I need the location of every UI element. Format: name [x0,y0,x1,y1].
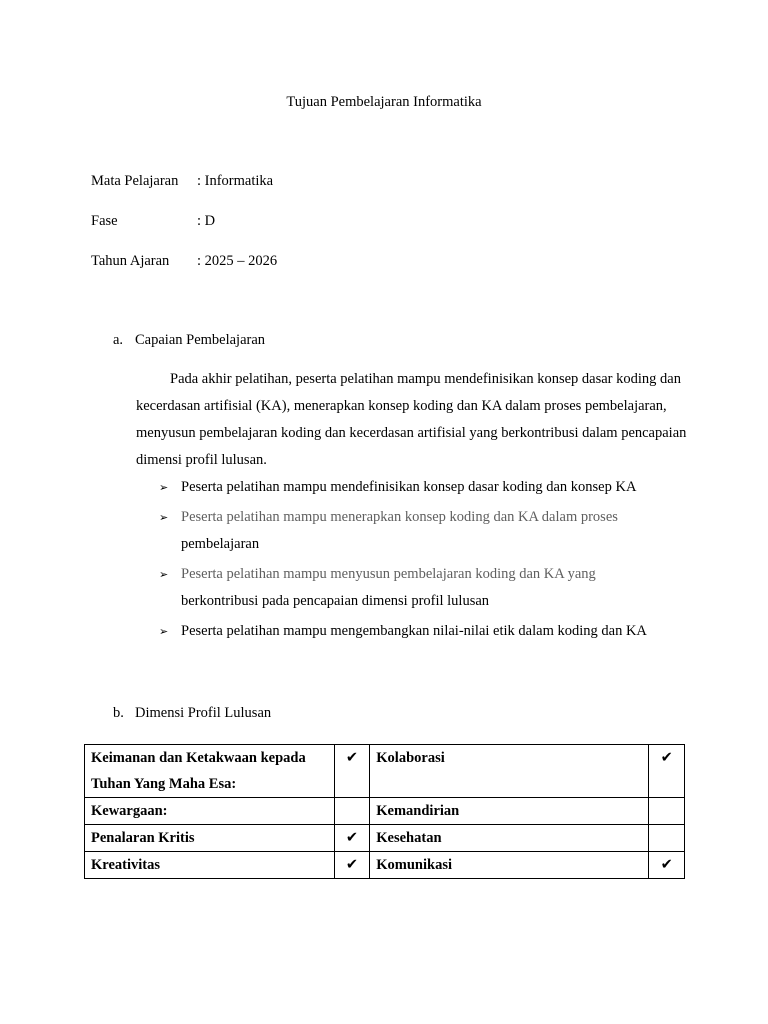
dimension-cell: Komunikasi [370,852,649,879]
meta-value: : D [197,213,216,229]
meta-row-phase [91,213,215,230]
meta-value: : 2025 – 2026 [197,253,278,269]
list-item [159,561,719,615]
section-title: Capaian Pembelajaran [135,332,266,348]
section-a-heading [113,332,265,349]
table-row [85,798,685,825]
check-icon: ✔ [334,745,370,798]
list-item-text: Peserta pelatihan mampu mendefinisikan konsep dasar koding dan konsep KA [181,479,637,495]
check-icon [649,825,685,852]
meta-label: Mata Pelajaran [91,173,179,189]
arrow-bullet-icon: ➢ [159,511,169,524]
profile-dimension-table [84,744,685,879]
dimension-cell: Penalaran Kritis [85,825,335,852]
check-icon: ✔ [649,852,685,879]
check-icon: ✔ [334,825,370,852]
dimension-cell: Kewargaan: [85,798,335,825]
check-icon: ✔ [649,745,685,798]
meta-row-subject [91,173,273,190]
arrow-bullet-icon: ➢ [159,481,169,494]
paragraph-text: Pada akhir pelatihan, peserta pelatihan mampu mendefinisikan konsep dasar koding dan kecerdasan artifisial (KA), menerapkan konsep koding dan KA dalam proses pembelajaran, menyusun pembelajaran koding dan kecerdasan artifisial yang berkontribusi dalam pencapaian dimensi profil lulusan. [136,371,687,468]
objective-list [159,474,719,648]
table-row [85,852,685,879]
section-marker: b. [113,705,124,721]
list-item-text: Peserta pelatihan mampu mengembangkan nilai-nilai etik dalam koding dan KA [181,623,647,639]
check-icon [649,798,685,825]
list-item-text: Peserta pelatihan mampu menerapkan konsep koding dan KA dalam proses [181,509,618,525]
list-item-text: Peserta pelatihan mampu menyusun pembelajaran koding dan KA yang [181,566,596,582]
meta-row-academic-year [91,253,277,270]
section-b-heading [113,705,271,722]
meta-value: : Informatika [197,173,274,189]
section-marker: a. [113,332,124,348]
arrow-bullet-icon: ➢ [159,625,169,638]
table-row [85,825,685,852]
dimension-cell: Kreativitas [85,852,335,879]
meta-label: Tahun Ajaran [91,253,170,269]
list-item-text-continued: berkontribusi pada pencapaian dimensi profil lulusan [181,593,490,609]
dimension-cell: Kesehatan [370,825,649,852]
list-item [159,618,719,645]
dimension-cell: Kolaborasi [370,745,649,798]
meta-label: Fase [91,213,118,229]
list-item [159,504,719,558]
arrow-bullet-icon: ➢ [159,568,169,581]
list-item-text-continued: pembelajaran [181,536,260,552]
check-icon [334,798,370,825]
section-title: Dimensi Profil Lulusan [135,705,272,721]
list-item [159,474,719,501]
check-icon: ✔ [334,852,370,879]
document-title: Tujuan Pembelajaran Informatika [286,94,482,110]
table-row [85,745,685,798]
learning-outcome-paragraph [136,366,696,474]
dimension-cell: Kemandirian [370,798,649,825]
dimension-cell: Keimanan dan Ketakwaan kepada Tuhan Yang Maha Esa: [85,745,335,798]
